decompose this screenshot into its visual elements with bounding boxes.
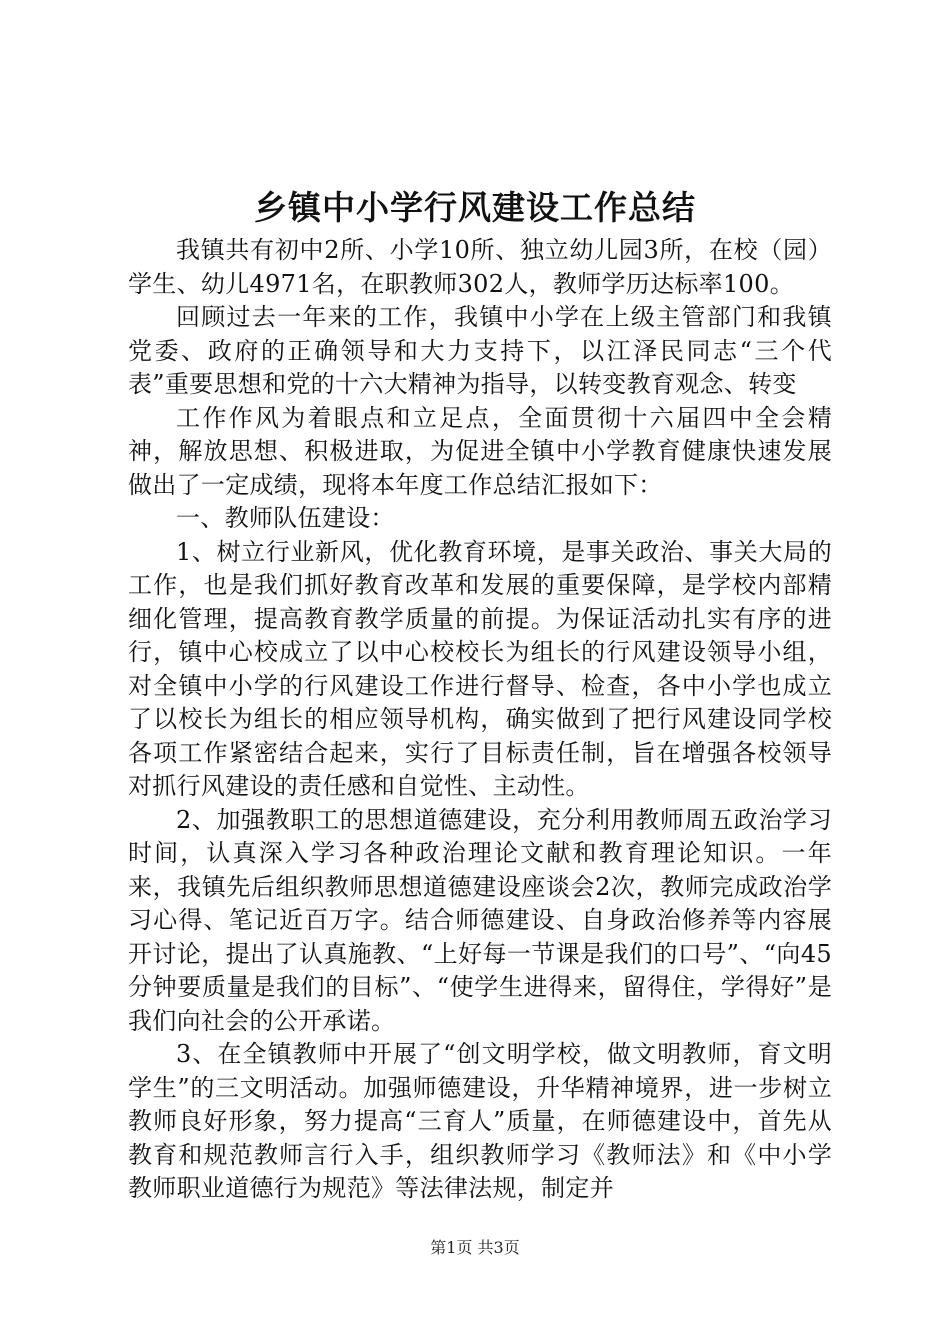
page-footer: 第1页 共3页 [430, 1238, 520, 1257]
paragraph-item-2: 2、加强教职工的思想道德建设，充分利用教师周五政治学习时间，认真深入学习各种政治理论文献和教育理论知识。一年来，我镇先后组织教师思想道德建设座谈会2次，教师完成政治学习心得、笔记近百万字。结合师德建设、自身政治修养等内容展开讨论，提出了认真施教、“上好每一节课是我们的口号”、“向45分钟要质量是我们的目标”、“使学生进得来，留得住，学得好”是我们向社会的公开承诺。 [128, 805, 832, 1035]
document-body [128, 234, 832, 1206]
section-heading-teacher-team: 一、教师队伍建设： [176, 504, 395, 532]
document-title: 乡镇中小学行风建设工作总结 [254, 188, 696, 227]
paragraph-intro: 我镇共有初中2所、小学10所、独立幼儿园3所，在校（园）学生、幼儿4971名，在职教师302人，教师学历达标率100。 [128, 236, 832, 298]
paragraph-item-1: 1、树立行业新风，优化教育环境，是事关政治、事关大局的工作，也是我们抓好教育改革和发展的重要保障，是学校内部精细化管理，提高教育教学质量的前提。为保证活动扎实有序的进行，镇中心校成立了以中心校校长为组长的行风建设领导小组，对全镇中小学的行风建设工作进行督导、检查，各中小学也成立了以校长为组长的相应领导机构，确实做到了把行风建设同学校各项工作紧密结合起来，实行了目标责任制，旨在增强各校领导对抓行风建设的责任感和自觉性、主动性。 [128, 537, 832, 800]
paragraph-item-3: 3、在全镇教师中开展了“创文明学校，做文明教师，育文明学生”的三文明活动。加强师德建设，升华精神境界，进一步树立教师良好形象，努力提高“三育人”质量，在师德建设中，首先从教育和规范教师言行入手，组织教师学习《教师法》和《中小学教师职业道德行为规范》等法律法规，制定并 [128, 1040, 832, 1202]
paragraph-review: 回顾过去一年来的工作，我镇中小学在上级主管部门和我镇党委、政府的正确领导和大力支持下，以江泽民同志“三个代表”重要思想和党的十六大精神为指导，以转变教育观念、转变 [128, 303, 832, 398]
paragraph-work-style: 工作作风为着眼点和立足点，全面贯彻十六届四中全会精神，解放思想、积极进取，为促进全镇中小学教育健康快速发展做出了一定成绩，现将本年度工作总结汇报如下： [128, 403, 832, 499]
